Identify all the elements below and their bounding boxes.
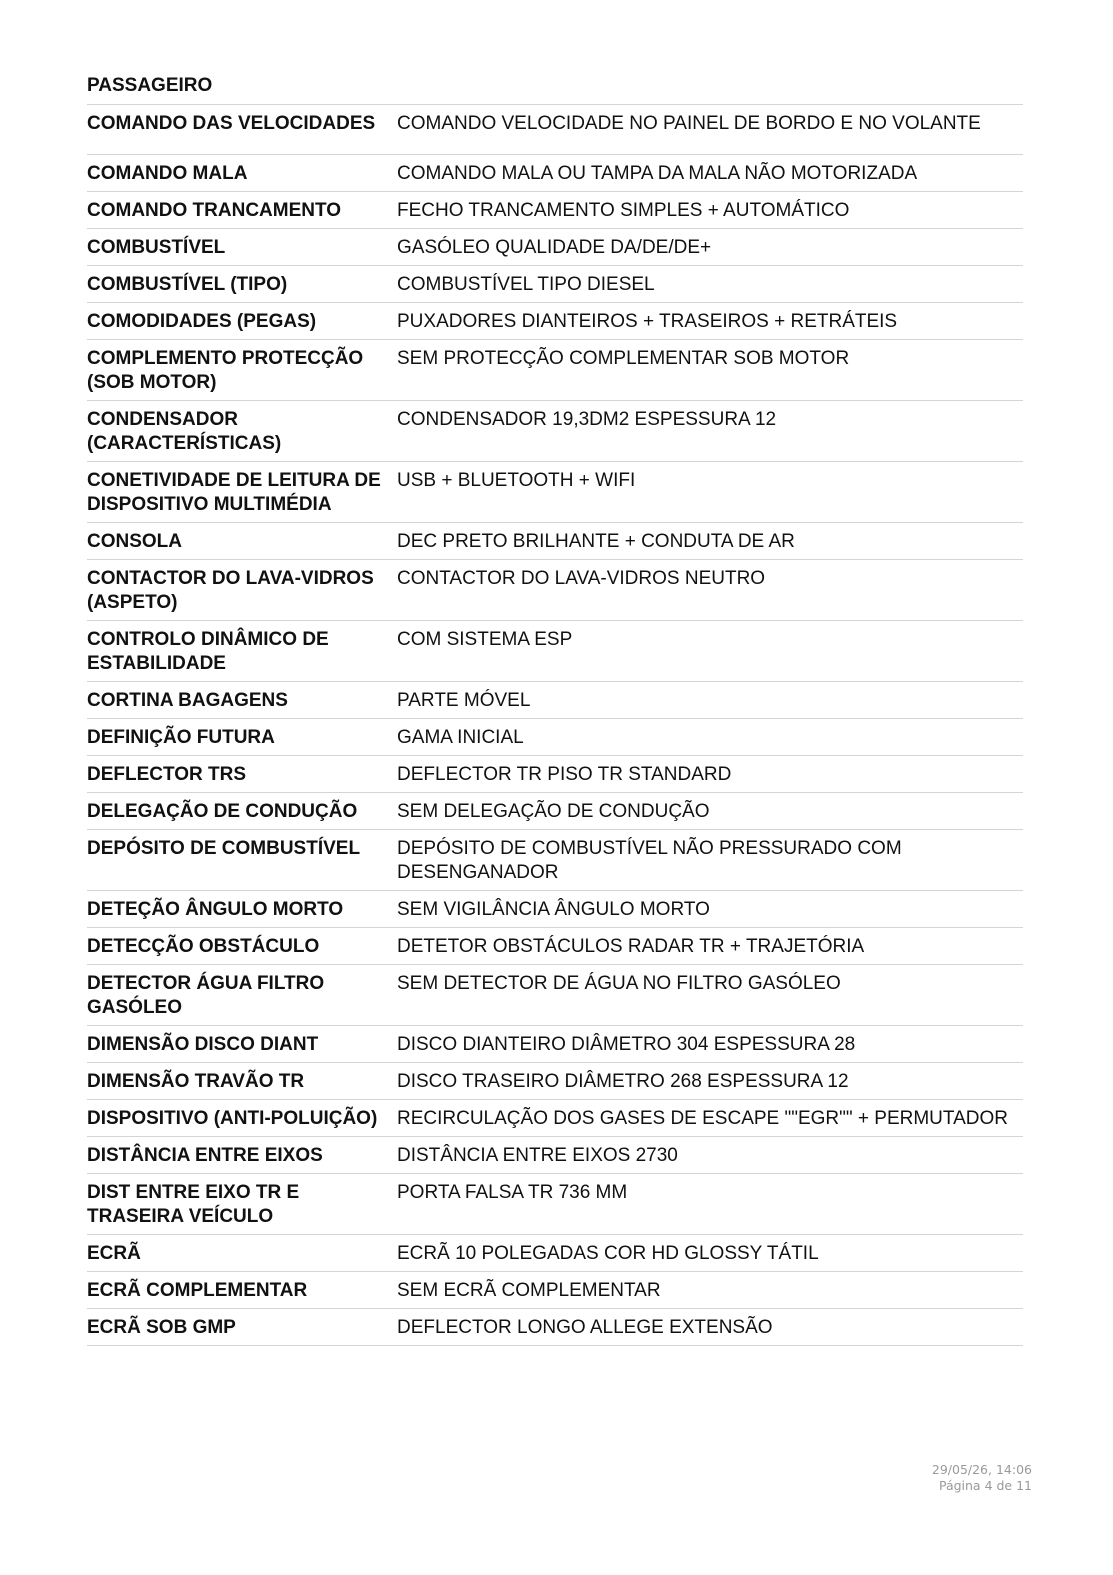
spec-label: CORTINA BAGAGENS — [87, 690, 288, 711]
spec-row — [87, 1309, 1023, 1346]
spec-row — [87, 1100, 1023, 1137]
spec-label: ECRÃ — [87, 1243, 141, 1264]
spec-label: DELEGAÇÃO DE CONDUÇÃO — [87, 801, 358, 822]
spec-value: DISCO DIANTEIRO DIÂMETRO 304 ESPESSURA 28 — [397, 1034, 856, 1055]
spec-value: USB + BLUETOOTH + WIFI — [397, 470, 636, 491]
spec-value: SEM DELEGAÇÃO DE CONDUÇÃO — [397, 801, 710, 822]
spec-row — [87, 462, 1023, 523]
spec-label: DETECTOR ÁGUA FILTRO GASÓLEO — [87, 973, 325, 1018]
section-title: PASSAGEIRO — [87, 74, 1023, 105]
spec-row — [87, 621, 1023, 682]
spec-row — [87, 682, 1023, 719]
spec-label: DIMENSÃO DISCO DIANT — [87, 1034, 319, 1055]
spec-row — [87, 229, 1023, 266]
spec-row — [87, 1063, 1023, 1100]
spec-label: COMANDO TRANCAMENTO — [87, 200, 342, 221]
spec-row — [87, 266, 1023, 303]
spec-label: CONDENSADOR (CARACTERÍSTICAS) — [87, 409, 282, 454]
spec-value: COMANDO VELOCIDADE NO PAINEL DE BORDO E NO VOLANTE — [397, 113, 981, 134]
spec-value: DETETOR OBSTÁCULOS RADAR TR + TRAJETÓRIA — [397, 936, 865, 957]
spec-label: CONETIVIDADE DE LEITURA DE DISPOSITIVO MULTIMÉDIA — [87, 470, 381, 515]
spec-row — [87, 192, 1023, 229]
spec-row — [87, 1174, 1023, 1235]
page-number: Página 4 de 11 — [938, 1478, 1032, 1493]
spec-row — [87, 891, 1023, 928]
spec-row — [87, 965, 1023, 1026]
spec-label: DEPÓSITO DE COMBUSTÍVEL — [87, 838, 361, 859]
spec-row — [87, 340, 1023, 401]
page-footer — [932, 1462, 1032, 1494]
spec-label: DETECÇÃO OBSTÁCULO — [87, 936, 320, 957]
spec-value: PORTA FALSA TR 736 MM — [397, 1182, 628, 1203]
spec-value: COMANDO MALA OU TAMPA DA MALA NÃO MOTORIZADA — [397, 163, 918, 184]
spec-label: CONTROLO DINÂMICO DE ESTABILIDADE — [87, 629, 329, 674]
spec-label: DISPOSITIVO (ANTI-POLUIÇÃO) — [87, 1108, 378, 1129]
spec-label: CONTACTOR DO LAVA-VIDROS (ASPETO) — [87, 568, 374, 613]
spec-label: DIST ENTRE EIXO TR E TRASEIRA VEÍCULO — [87, 1182, 300, 1227]
spec-row — [87, 793, 1023, 830]
spec-label: DISTÂNCIA ENTRE EIXOS — [87, 1145, 323, 1166]
spec-value: CONDENSADOR 19,3DM2 ESPESSURA 12 — [397, 409, 777, 430]
spec-row — [87, 303, 1023, 340]
spec-label: COMANDO MALA — [87, 163, 248, 184]
spec-value: ECRÃ 10 POLEGADAS COR HD GLOSSY TÁTIL — [397, 1243, 819, 1264]
print-timestamp: 29/05/26, 14:06 — [931, 1462, 1032, 1477]
spec-value: PUXADORES DIANTEIROS + TRASEIROS + RETRÁTEIS — [397, 311, 898, 332]
spec-label: DEFINIÇÃO FUTURA — [87, 727, 275, 748]
spec-value: FECHO TRANCAMENTO SIMPLES + AUTOMÁTICO — [397, 200, 850, 221]
spec-row — [87, 1026, 1023, 1063]
spec-label: ECRÃ SOB GMP — [87, 1317, 236, 1338]
spec-value: SEM VIGILÂNCIA ÂNGULO MORTO — [397, 899, 710, 920]
spec-row — [87, 1235, 1023, 1272]
spec-value: DEFLECTOR TR PISO TR STANDARD — [397, 764, 732, 785]
spec-label: COMPLEMENTO PROTECÇÃO (SOB MOTOR) — [87, 348, 364, 393]
spec-value: COMBUSTÍVEL TIPO DIESEL — [397, 274, 655, 295]
spec-value: SEM DETECTOR DE ÁGUA NO FILTRO GASÓLEO — [397, 973, 841, 994]
spec-table — [87, 105, 1023, 1346]
spec-value: PARTE MÓVEL — [397, 690, 531, 711]
spec-value: COM SISTEMA ESP — [397, 629, 573, 650]
spec-value: GASÓLEO QUALIDADE DA/DE/DE+ — [397, 237, 712, 258]
spec-row — [87, 830, 1023, 891]
spec-value: GAMA INICIAL — [397, 727, 524, 748]
spec-row — [87, 155, 1023, 192]
spec-value: DISTÂNCIA ENTRE EIXOS 2730 — [397, 1145, 678, 1166]
spec-value: DEFLECTOR LONGO ALLEGE EXTENSÃO — [397, 1317, 773, 1338]
spec-sheet — [87, 74, 1023, 1346]
spec-label: DIMENSÃO TRAVÃO TR — [87, 1071, 305, 1092]
spec-row — [87, 401, 1023, 462]
spec-row — [87, 523, 1023, 560]
spec-row — [87, 928, 1023, 965]
spec-value: DEPÓSITO DE COMBUSTÍVEL NÃO PRESSURADO COM DESENGANADOR — [397, 838, 902, 883]
spec-label: DEFLECTOR TRS — [87, 764, 247, 785]
spec-row — [87, 1137, 1023, 1174]
spec-value: SEM ECRÃ COMPLEMENTAR — [397, 1280, 661, 1301]
spec-value: DISCO TRASEIRO DIÂMETRO 268 ESPESSURA 12 — [397, 1071, 849, 1092]
spec-label: COMANDO DAS VELOCIDADES — [87, 113, 376, 134]
spec-label: COMBUSTÍVEL (TIPO) — [87, 274, 288, 295]
spec-row — [87, 560, 1023, 621]
spec-label: COMBUSTÍVEL — [87, 237, 226, 258]
spec-row — [87, 719, 1023, 756]
spec-label: CONSOLA — [87, 531, 182, 552]
spec-value: RECIRCULAÇÃO DOS GASES DE ESCAPE ""EGR"" + PERMUTADOR — [397, 1108, 1008, 1129]
spec-label: ECRÃ COMPLEMENTAR — [87, 1280, 308, 1301]
spec-label: COMODIDADES (PEGAS) — [87, 311, 317, 332]
spec-value: DEC PRETO BRILHANTE + CONDUTA DE AR — [397, 531, 795, 552]
spec-row — [87, 756, 1023, 793]
spec-row — [87, 1272, 1023, 1309]
spec-row — [87, 105, 1023, 155]
spec-value: CONTACTOR DO LAVA-VIDROS NEUTRO — [397, 568, 766, 589]
spec-label: DETEÇÃO ÂNGULO MORTO — [87, 899, 344, 920]
spec-value: SEM PROTECÇÃO COMPLEMENTAR SOB MOTOR — [397, 348, 850, 369]
